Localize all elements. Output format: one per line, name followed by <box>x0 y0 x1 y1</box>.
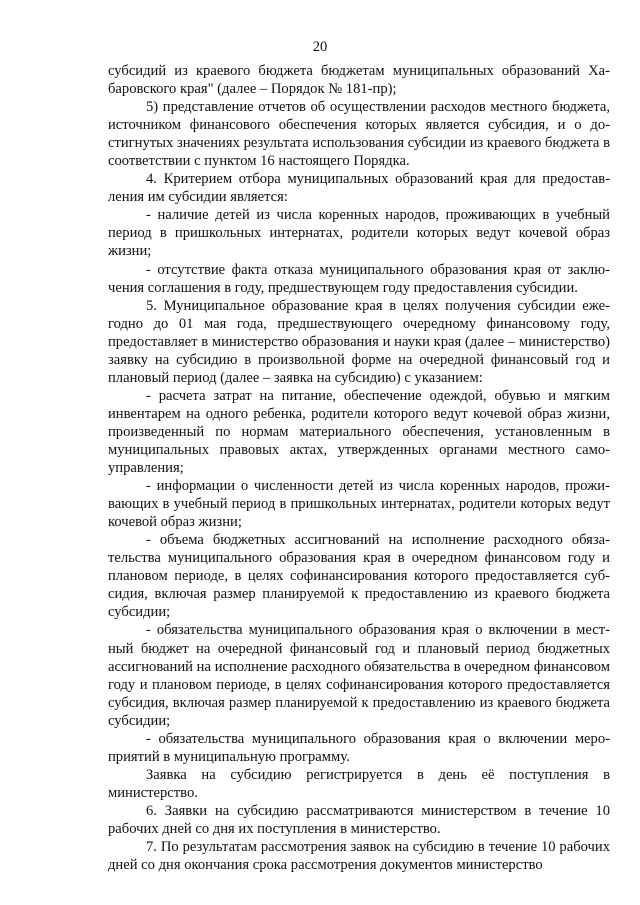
document-body <box>108 62 610 874</box>
application-item-children-count: - информации о численности детей из числа коренных народов, проживающих в учебный период в пришкольных интернатах, родители которых ведут кочевой образ жизни; <box>108 478 610 531</box>
criterion-item-indigenous-children: - наличие детей из числа коренных народов, проживающих в учебный период в пришкольных интернатах, родители которых ведут кочевой образ жизни; <box>108 207 610 260</box>
paragraph-continuation: субсидий из краевого бюджета бюджетам муниципальных образований Хабаровского края" (далее – Порядок № 181-пр); <box>108 63 610 98</box>
application-item-budget-allocations: - объема бюджетных ассигнований на исполнение расходного обязательства муниципального образования края в очередном финансовом году и плановом периоде, в целях софинансирования которого предоставляется субсидия, включая размер планируемой к предоставлению из краевого бюджета субсидии; <box>108 532 610 621</box>
paragraph-7-review-results: 7. По результатам рассмотрения заявок на субсидию в течение 10 рабочих дней со дня окончания срока рассмотрения документов министерство <box>108 839 610 874</box>
paragraph-4-selection-criterion: 4. Критерием отбора муниципальных образований края для предоставления им субсидии является: <box>108 171 610 206</box>
paragraph-item-5-reports: 5) представление отчетов об осуществлении расходов местного бюджета, источником финансового обеспечения которых является субсидия, и о достигнутых значениях результата использования субсидии из краевого бюджета в соответствии с пунктом 16 настоящего Порядка. <box>108 99 610 170</box>
paragraph-6-review-period: 6. Заявки на субсидию рассматриваются министерством в течение 10 рабочих дней со дня их поступления в министерство. <box>108 802 610 837</box>
page-number: 20 <box>312 39 328 55</box>
paragraph-application-registration: Заявка на субсидию регистрируется в день её поступления в министерство. <box>108 766 610 801</box>
paragraph-5-application: 5. Муниципальное образование края в целях получения субсидии ежегодно до 01 мая года, предшествующего очередному финансовому году, предоставляет в министерство образования и науки края (далее – министерство) заявку на субсидию в произвольной форме на очередной финансовый год и плановый период (далее – заявка на субсидию) с указанием: <box>108 297 610 386</box>
application-item-cost-calculation: - расчета затрат на питание, обеспечение одеждой, обувью и мягким инвентарем на одного ребенка, родители которого ведут кочевой образ жизни, произведенный по нормам материального обеспечения, установленным в муниципальных правовых актах, утвержденных органами местного самоуправления; <box>108 387 610 477</box>
application-item-local-budget-obligation: - обязательства муниципального образования края о включении в местный бюджет на очередной финансовый год и плановый период бюджетных ассигнований на исполнение расходного обязательства в очередном финансовом году и плановом периоде, в целях софинансирования которого предоставляется субсидия, включая размер планируемой к предоставлению из краевого бюджета субсидии; <box>108 622 610 729</box>
application-item-program-inclusion: - обязательства муниципального образования края о включении мероприятий в муниципальную программу. <box>108 730 610 765</box>
criterion-item-no-refusal: - отсутствие факта отказа муниципального образования края от заключения соглашения в году, предшествующем году предоставления субсидии. <box>108 261 610 296</box>
